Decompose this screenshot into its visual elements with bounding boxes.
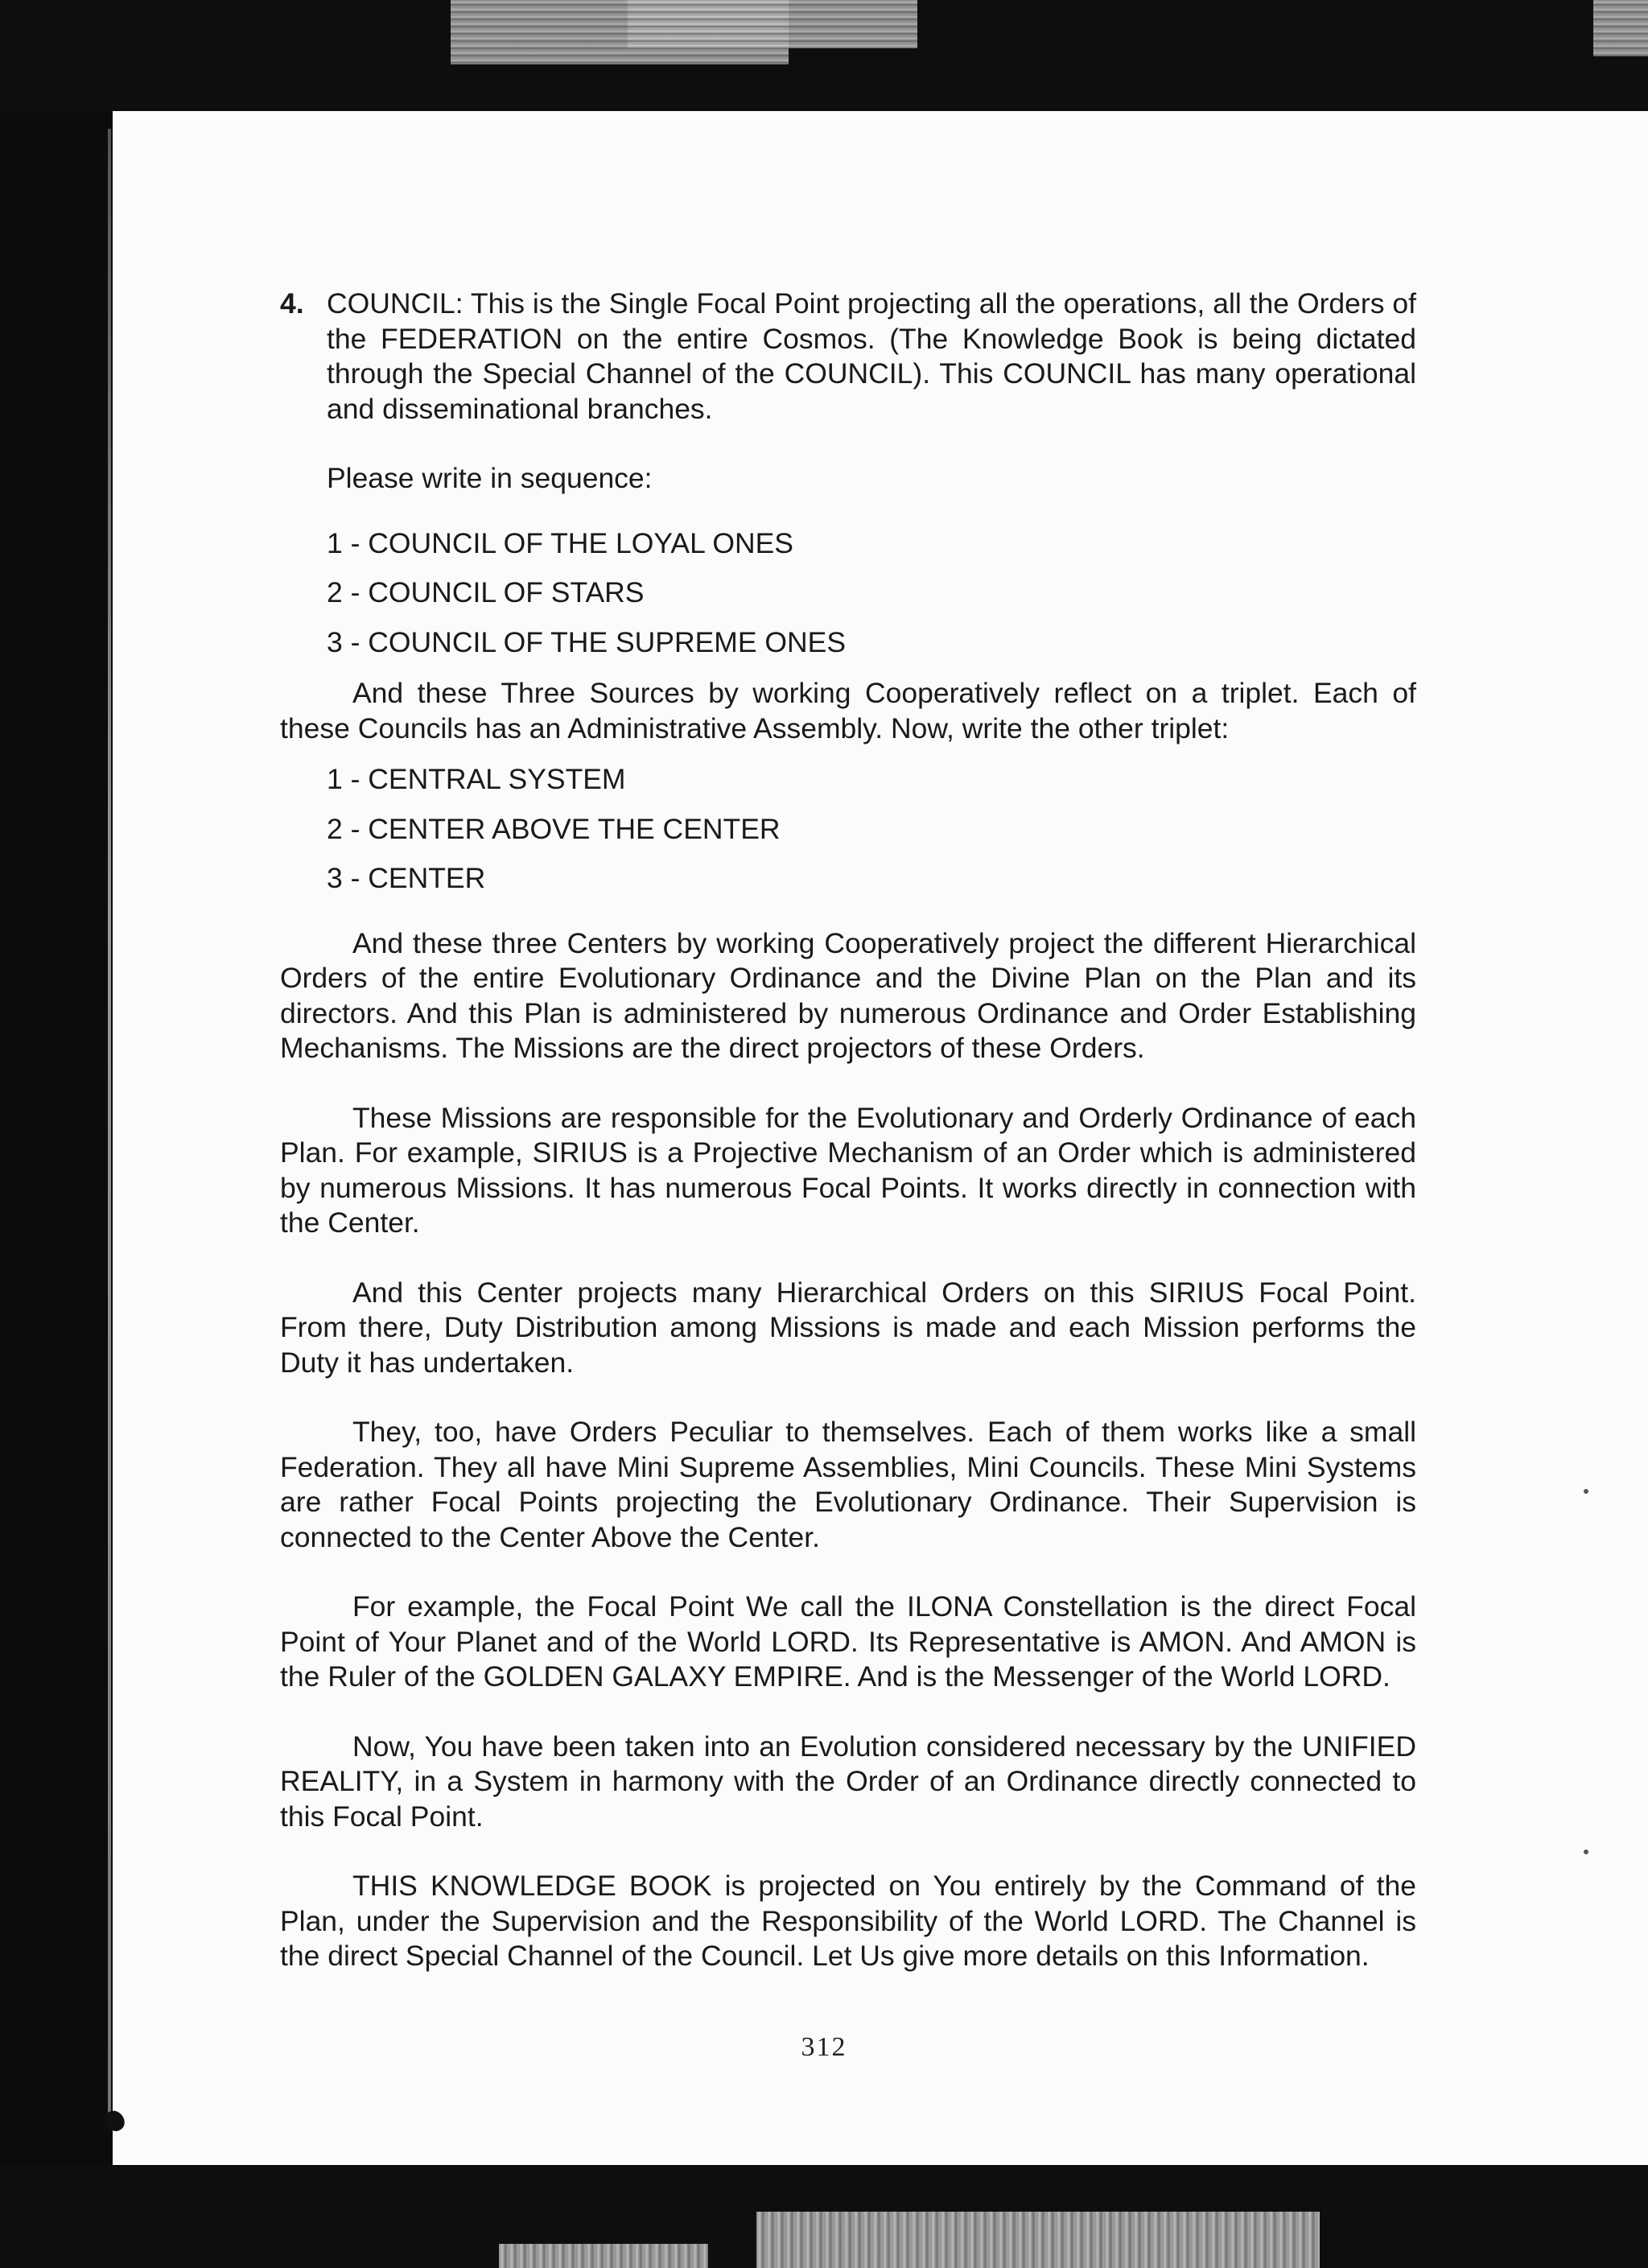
paragraph: These Missions are responsible for the Evolutionary and Orderly Ordinance of each Plan. For example, SIRIUS is a Projective Mechanism of an Order which is administered by numerous Missions. It has numerous Focal Points. It works directly in connection with the Center. — [280, 1101, 1416, 1239]
council-item — [280, 287, 1416, 427]
list-item: 1 - CENTRAL SYSTEM — [327, 763, 626, 795]
paragraph: And these Three Sources by working Cooperatively reflect on a triplet. Each of these Councils has an Administrative Assembly. Now, write the other triplet: — [280, 677, 1416, 744]
paragraph: For example, the Focal Point We call the ILONA Constellation is the direct Focal Point of Your Planet and of the World LORD. Its Representative is AMON. And AMON is the Ruler of the GOLDEN GALAXY EMPIRE. And is the Messenger of the World LORD. — [280, 1590, 1416, 1693]
paragraph: And these three Centers by working Cooperatively project the different Hierarchical Orders of the entire Evolutionary Ordinance and the Divine Plan on the Plan and its directors. And this Plan is administered by numerous Ordinance and Order Establishing Mechanisms. The Missions are the direct projectors of these Orders. — [280, 926, 1416, 1064]
list-item: 3 - COUNCIL OF THE SUPREME ONES — [327, 625, 847, 658]
council-list — [280, 526, 1416, 661]
center-list — [280, 762, 1416, 897]
paragraph: Now, You have been taken into an Evolution considered necessary by the UNIFIED REALITY, in a System in harmony with the Order of an Ordinance directly connected to this Focal Point. — [280, 1730, 1416, 1833]
paragraph: And this Center projects many Hierarchical Orders on this SIRIUS Focal Point. From there, Duty Distribution among Missions is made and each Mission performs the Duty it has undertaken. — [280, 1276, 1416, 1379]
list-item: 3 - CENTER — [327, 862, 486, 894]
list-item: 2 - CENTER ABOVE THE CENTER — [327, 812, 781, 845]
page-number: 312 — [801, 2032, 847, 2062]
scan-border-top — [0, 0, 1648, 113]
item-text: COUNCIL: This is the Single Focal Point projecting all the operations, all the Orders of the FEDERATION on the entire Cosmos. (The Knowledge Book is being dictated through the Special Channel of the COUNCIL). This COUNCIL has many operational and disseminational branches. — [327, 287, 1416, 425]
paragraph: THIS KNOWLEDGE BOOK is projected on You entirely by the Command of the Plan, under the Supervision and the Responsibility of the World LORD. The Channel is the direct Special Channel of the Council. Let Us give more details on this Information. — [280, 1870, 1416, 1972]
item-number: 4. — [280, 287, 304, 320]
scan-streak — [756, 2212, 1320, 2268]
scan-speck — [1584, 1849, 1588, 1854]
list-item: 1 - COUNCIL OF THE LOYAL ONES — [327, 526, 793, 559]
paragraph: They, too, have Orders Peculiar to themselves. Each of them works like a small Federation. They all have Mini Supreme Assemblies, Mini Councils. These Mini Systems are rather Focal Points projecting the Evolutionary Ordinance. Their Supervision is connected to the Center Above the Center. — [280, 1416, 1416, 1553]
scan-streak — [499, 2244, 708, 2268]
instruction-line: Please write in sequence: — [327, 462, 653, 494]
page-edge-mark — [108, 129, 111, 2125]
list-item: 2 - COUNCIL OF STARS — [327, 576, 645, 608]
page-content — [280, 287, 1416, 1974]
scan-speck — [1584, 1489, 1588, 1494]
scan-streak — [628, 0, 917, 48]
scan-streak — [1593, 0, 1648, 56]
scan-border-bottom — [0, 2165, 1648, 2268]
